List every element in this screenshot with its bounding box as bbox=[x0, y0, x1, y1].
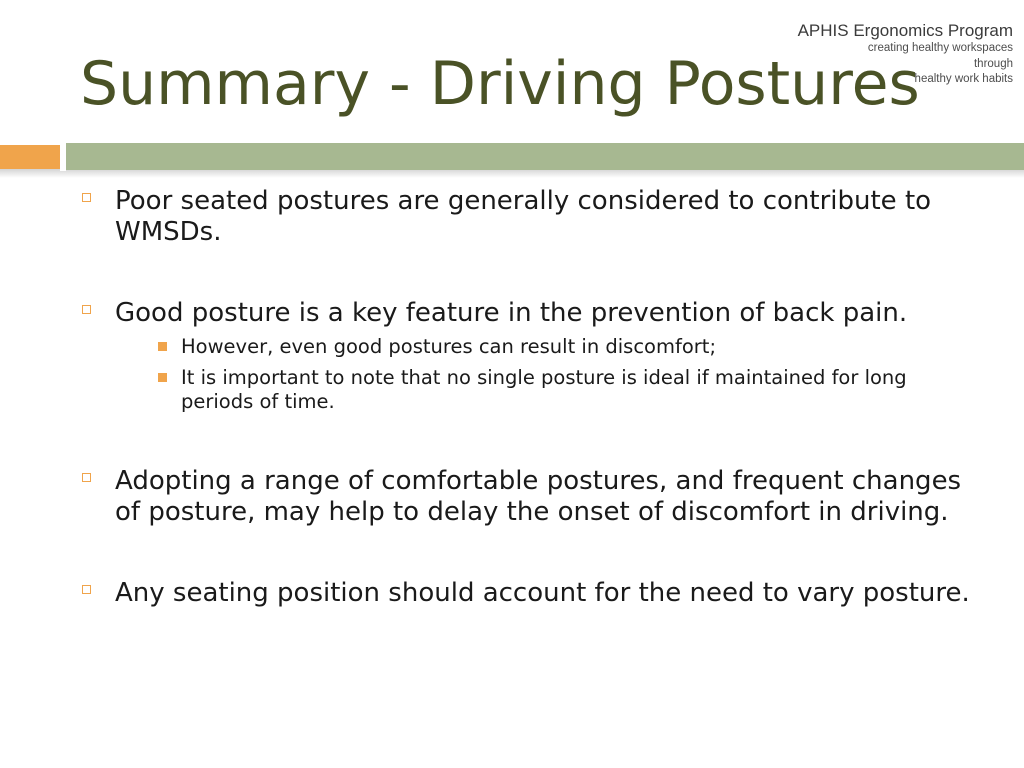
sub-bullet-text: It is important to note that no single posture is ideal if maintained for long periods of time. bbox=[181, 366, 907, 413]
bullet-item bbox=[80, 466, 970, 528]
hollow-square-bullet-icon bbox=[82, 473, 91, 482]
filled-square-bullet-icon bbox=[158, 373, 167, 382]
header-bar-green-segment bbox=[66, 143, 1024, 170]
bullet-item bbox=[80, 298, 970, 414]
hollow-square-bullet-icon bbox=[82, 305, 91, 314]
bullet-text: Poor seated postures are generally considered to contribute to WMSDs. bbox=[115, 186, 932, 247]
bullet-list bbox=[80, 186, 970, 609]
program-tagline-3: healthy work habits bbox=[914, 73, 1013, 85]
bullet-text: Any seating position should account for the need to vary posture. bbox=[115, 578, 970, 608]
sub-bullet-item bbox=[150, 366, 970, 414]
program-tagline-2: through bbox=[973, 57, 1013, 70]
program-tagline-1: creating healthy workspaces bbox=[867, 42, 1013, 54]
sub-bullet-text: However, even good postures can result in discomfort; bbox=[181, 335, 717, 358]
filled-square-bullet-icon bbox=[158, 342, 167, 351]
program-brand bbox=[798, 21, 1013, 88]
slide-title: Summary - Driving Postures bbox=[80, 49, 920, 119]
hollow-square-bullet-icon bbox=[82, 585, 91, 594]
sub-bullet-list bbox=[115, 335, 970, 414]
hollow-square-bullet-icon bbox=[82, 193, 91, 202]
bullet-text: Good posture is a key feature in the prevention of back pain. bbox=[115, 298, 908, 328]
bullet-text: Adopting a range of comfortable postures, and frequent changes of posture, may help to delay the onset of discomfort in driving. bbox=[115, 466, 962, 527]
bullet-item bbox=[80, 578, 970, 609]
bullet-item bbox=[80, 186, 970, 248]
sub-bullet-item bbox=[150, 335, 970, 359]
header-bar-orange-segment bbox=[0, 145, 60, 169]
program-name: APHIS Ergonomics Program bbox=[797, 21, 1013, 40]
